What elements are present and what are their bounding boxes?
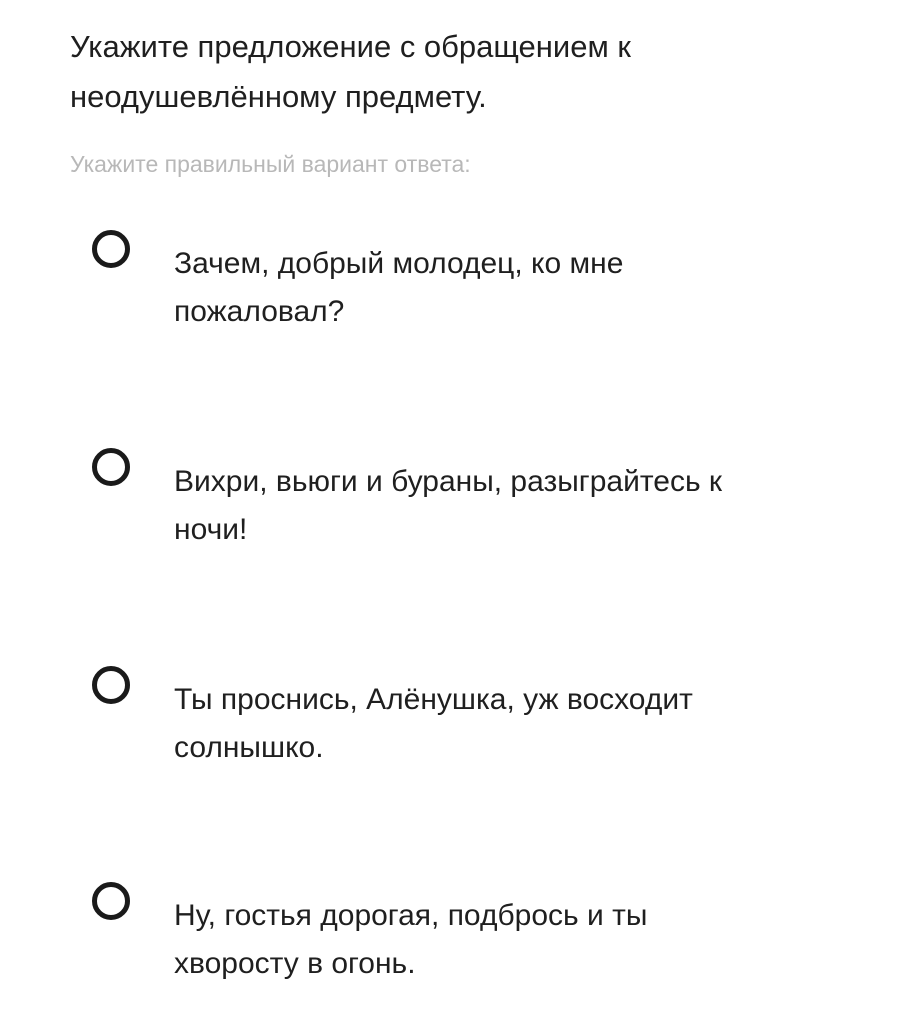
answer-option-label[interactable]: Ну, гостья дорогая, подбрось и ты хворосту в огонь. [174, 899, 648, 980]
radio-button-icon[interactable] [92, 448, 130, 486]
radio-button-icon[interactable] [92, 666, 130, 704]
answer-option-label[interactable]: Зачем, добрый молодец, ко мне пожаловал? [174, 247, 624, 328]
answer-option-label[interactable]: Вихри, вьюги и бураны, разыграйтесь к ночи! [174, 465, 723, 546]
radio-button-icon[interactable] [92, 230, 130, 268]
question-text: Укажите предложение с обращением к неодушевлённому предмету. [70, 29, 631, 114]
radio-button-icon[interactable] [92, 882, 130, 920]
answer-hint: Укажите правильный вариант ответа: [70, 151, 471, 177]
answer-option-label[interactable]: Ты проснись, Алёнушка, уж восходит солнышко. [174, 683, 693, 764]
